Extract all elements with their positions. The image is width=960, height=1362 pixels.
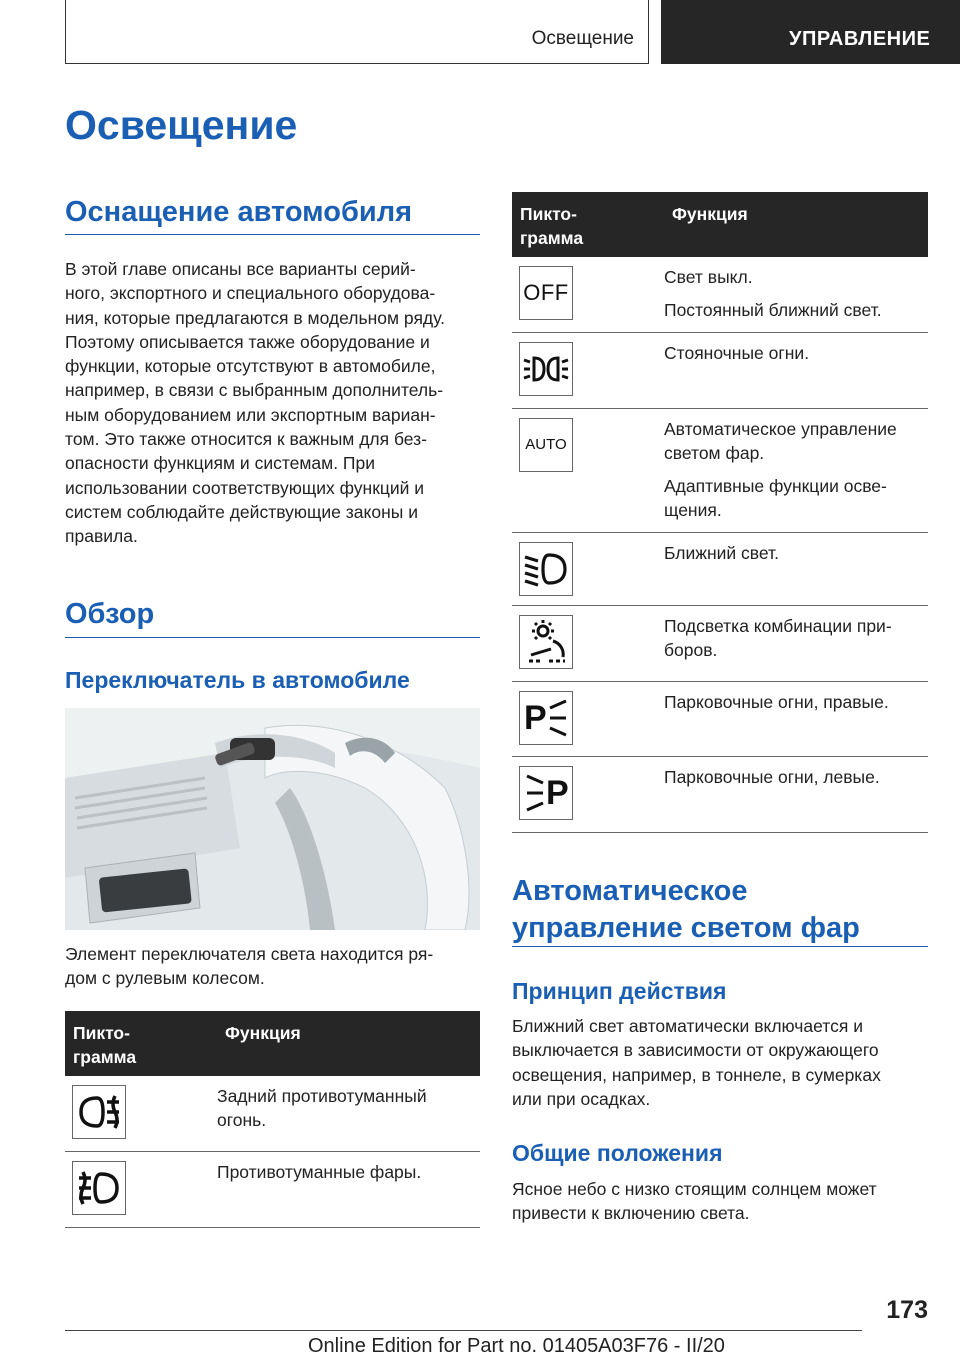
function-cell — [664, 332, 928, 408]
function-text: Задний противотуманный огонь. — [217, 1086, 427, 1130]
table-row — [512, 681, 928, 756]
table-row — [512, 605, 928, 681]
parking-lights-icon — [519, 342, 573, 396]
col-icon-header: Пикто- грамма — [65, 1011, 217, 1076]
function-text: Постоянный ближний свет. — [664, 300, 882, 320]
table-row — [512, 408, 928, 532]
auto-headlight-rule — [512, 946, 928, 947]
rear-fog-light-icon — [72, 1085, 126, 1139]
function-text: Ближний свет. — [664, 542, 779, 563]
table-row — [65, 1076, 480, 1151]
function-cell — [217, 1076, 480, 1151]
general-heading: Общие положения — [512, 1140, 723, 1166]
header-section-tab — [65, 0, 649, 64]
icon-cell — [65, 1151, 217, 1227]
switch-heading: Переключатель в автомобиле — [65, 667, 410, 693]
parking-left-letter: P — [546, 773, 569, 812]
off-icon — [519, 266, 573, 320]
header-chapter-label: УПРАВЛЕНИЕ — [789, 28, 931, 50]
function-text: Свет выкл. — [664, 267, 753, 287]
function-cell — [664, 532, 928, 605]
function-cell — [664, 257, 928, 332]
col-function-header: Функция — [217, 1011, 480, 1076]
function-cell — [664, 408, 928, 532]
function-cell — [664, 605, 928, 681]
function-text: Противотуманные фары. — [217, 1161, 422, 1182]
function-text: Адаптивные функции осве- щения. — [664, 475, 887, 520]
footer-rule — [65, 1330, 862, 1331]
function-cell — [664, 681, 928, 756]
front-fog-light-icon — [72, 1161, 126, 1215]
auto-icon — [519, 418, 573, 472]
principle-text: Ближний свет автоматически включается и выключается в зависимости от окружающего освещения, например, в тоннеле, в сумерках или при осадках. — [512, 1016, 881, 1109]
function-text: Парковочные огни, левые. — [664, 766, 880, 787]
parking-right-letter: P — [524, 698, 547, 737]
light-switch-photo — [65, 708, 480, 930]
equipment-text: В этой главе описаны все варианты серий- ного, экспортного и специального оборудова- ния, которые предлагаются в модельном ряду. Поэтому описывается также оборудование и функции, которые отсутствуют в автомобиле, например, в связи с выбранным дополнитель- ным оборудованием или экспортным вариан- том. Это также относится к важным для без- опасности функциям и системам. При использовании соответствующих функций и систем соблюдайте действующие законы и правила. — [65, 259, 445, 547]
parking-light-right-icon — [519, 691, 573, 745]
auto-headlight-heading: Автоматическое управление светом фар — [512, 875, 860, 944]
icon-cell — [512, 257, 664, 332]
off-icon-text: OFF — [523, 280, 569, 305]
table-row — [512, 756, 928, 832]
overview-rule — [65, 637, 480, 638]
low-beam-icon — [519, 542, 573, 596]
switch-caption: Элемент переключателя света находится ря- дом с рулевым колесом. — [65, 944, 434, 989]
table-row — [512, 332, 928, 408]
function-text: Подсветка комбинации при- боров. — [664, 615, 892, 660]
icon-cell — [512, 332, 664, 408]
function-text: Стояночные огни. — [664, 342, 810, 363]
equipment-heading: Оснащение автомобиля — [65, 196, 413, 228]
header-section-label: Освещение — [531, 28, 634, 49]
table-header-row — [512, 192, 928, 257]
page-number: 173 — [886, 1296, 928, 1324]
function-cell — [217, 1151, 480, 1227]
function-text: Автоматическое управление светом фар. — [664, 418, 897, 463]
table-row — [512, 257, 928, 332]
col-function-header: Функция — [664, 192, 928, 257]
page-title: Освещение — [65, 102, 298, 148]
auto-icon-text: AUTO — [525, 436, 567, 453]
function-text: Парковочные огни, правые. — [664, 691, 889, 712]
general-text: Ясное небо с низко стоящим солнцем может привести к включению света. — [512, 1179, 877, 1224]
header-chapter-tab — [661, 0, 960, 64]
function-cell — [664, 756, 928, 832]
instrument-lighting-icon — [519, 615, 573, 669]
right-function-table — [512, 192, 928, 833]
icon-cell — [512, 408, 664, 532]
icon-cell — [512, 681, 664, 756]
footer-edition: Online Edition for Part no. 01405A03F76 - II/20 — [308, 1335, 725, 1357]
table-row — [512, 532, 928, 605]
col-icon-header: Пикто- грамма — [512, 192, 664, 257]
icon-cell — [512, 605, 664, 681]
principle-heading: Принцип действия — [512, 978, 727, 1004]
parking-light-left-icon — [519, 766, 573, 820]
icon-cell — [512, 532, 664, 605]
overview-heading: Обзор — [65, 598, 155, 630]
left-function-table — [65, 1011, 480, 1228]
table-row — [65, 1151, 480, 1227]
icon-cell — [65, 1076, 217, 1151]
icon-cell — [512, 756, 664, 832]
equipment-rule — [65, 234, 480, 235]
table-header-row — [65, 1011, 480, 1076]
